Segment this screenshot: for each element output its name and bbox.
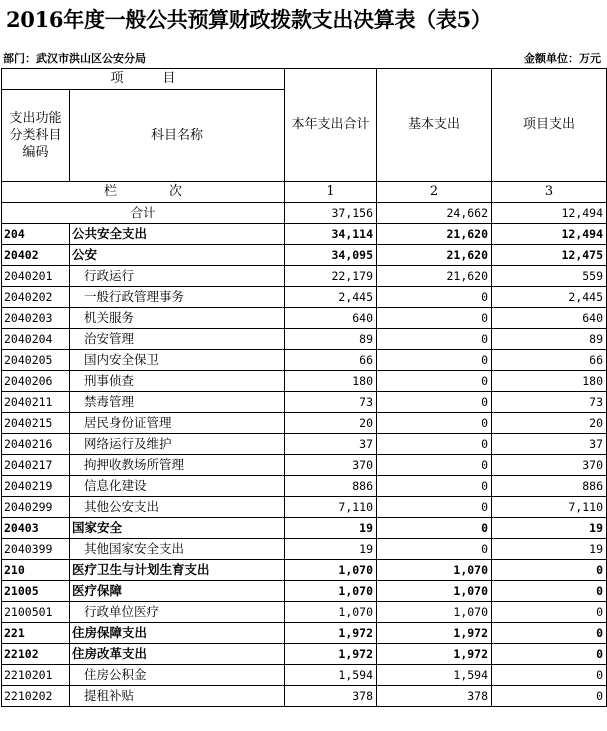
row-code: 2040201 — [2, 266, 70, 287]
row-name: 公共安全支出 — [70, 224, 285, 245]
row-total: 7,110 — [285, 497, 377, 518]
row-total: 378 — [285, 686, 377, 707]
row-basic: 21,620 — [377, 245, 492, 266]
row-name: 公安 — [70, 245, 285, 266]
row-basic: 0 — [377, 539, 492, 560]
header-col2: 2 — [377, 182, 492, 203]
header-total-col: 本年支出合计 — [285, 69, 377, 182]
row-total: 19 — [285, 518, 377, 539]
row-project: 19 — [492, 539, 607, 560]
row-code: 2040399 — [2, 539, 70, 560]
row-code: 2210201 — [2, 665, 70, 686]
table-row — [2, 392, 607, 413]
row-total: 886 — [285, 476, 377, 497]
row-total: 1,972 — [285, 644, 377, 665]
row-basic: 0 — [377, 392, 492, 413]
header-col1: 1 — [285, 182, 377, 203]
row-basic: 0 — [377, 476, 492, 497]
row-project: 640 — [492, 308, 607, 329]
table-row — [2, 434, 607, 455]
summary-label: 合计 — [2, 203, 285, 224]
row-name: 居民身份证管理 — [70, 413, 285, 434]
header-project-col: 项目支出 — [492, 69, 607, 182]
header-code-col: 支出功能分类科目编码 — [2, 90, 70, 182]
row-project: 19 — [492, 518, 607, 539]
row-basic: 1,972 — [377, 644, 492, 665]
table-row — [2, 476, 607, 497]
row-project: 20 — [492, 413, 607, 434]
row-name: 行政运行 — [70, 266, 285, 287]
row-name: 信息化建设 — [70, 476, 285, 497]
row-name: 医疗保障 — [70, 581, 285, 602]
summary-total: 37,156 — [285, 203, 377, 224]
row-project: 180 — [492, 371, 607, 392]
row-code: 2040215 — [2, 413, 70, 434]
row-code: 2040211 — [2, 392, 70, 413]
table-row — [2, 245, 607, 266]
row-code: 2040202 — [2, 287, 70, 308]
table-row — [2, 623, 607, 644]
table-row — [2, 371, 607, 392]
row-project: 559 — [492, 266, 607, 287]
row-name: 国家安全 — [70, 518, 285, 539]
row-basic: 0 — [377, 497, 492, 518]
row-basic: 21,620 — [377, 266, 492, 287]
row-code: 2040299 — [2, 497, 70, 518]
row-basic: 1,070 — [377, 602, 492, 623]
row-total: 20 — [285, 413, 377, 434]
table-row — [2, 665, 607, 686]
table-row — [2, 224, 607, 245]
summary-project: 12,494 — [492, 203, 607, 224]
table-row — [2, 413, 607, 434]
row-total: 2,445 — [285, 287, 377, 308]
row-code: 2040206 — [2, 371, 70, 392]
row-code: 22102 — [2, 644, 70, 665]
table-row — [2, 581, 607, 602]
expenditure-table — [1, 68, 607, 707]
table-row — [2, 287, 607, 308]
row-code: 2040219 — [2, 476, 70, 497]
row-total: 34,095 — [285, 245, 377, 266]
row-basic: 1,070 — [377, 560, 492, 581]
row-total: 73 — [285, 392, 377, 413]
row-name: 禁毒管理 — [70, 392, 285, 413]
row-total: 66 — [285, 350, 377, 371]
row-basic: 0 — [377, 518, 492, 539]
table-row — [2, 602, 607, 623]
header-item: 项 目 — [2, 69, 285, 90]
row-code: 210 — [2, 560, 70, 581]
row-code: 21005 — [2, 581, 70, 602]
row-basic: 0 — [377, 455, 492, 476]
row-code: 2100501 — [2, 602, 70, 623]
table-row — [2, 266, 607, 287]
table-row — [2, 539, 607, 560]
row-project: 12,494 — [492, 224, 607, 245]
row-basic: 1,594 — [377, 665, 492, 686]
row-name: 其他公安支出 — [70, 497, 285, 518]
row-code: 2040216 — [2, 434, 70, 455]
row-basic: 1,070 — [377, 581, 492, 602]
row-name: 住房改革支出 — [70, 644, 285, 665]
summary-row — [2, 203, 607, 224]
row-project: 7,110 — [492, 497, 607, 518]
row-total: 89 — [285, 329, 377, 350]
row-project: 73 — [492, 392, 607, 413]
row-project: 89 — [492, 329, 607, 350]
row-code: 2210202 — [2, 686, 70, 707]
row-project: 12,475 — [492, 245, 607, 266]
row-project: 0 — [492, 602, 607, 623]
row-total: 37 — [285, 434, 377, 455]
table-row — [2, 560, 607, 581]
table-row — [2, 518, 607, 539]
row-basic: 378 — [377, 686, 492, 707]
row-total: 19 — [285, 539, 377, 560]
row-name: 国内安全保卫 — [70, 350, 285, 371]
row-project: 0 — [492, 560, 607, 581]
row-name: 行政单位医疗 — [70, 602, 285, 623]
row-project: 370 — [492, 455, 607, 476]
row-name: 住房公积金 — [70, 665, 285, 686]
department-label: 部门：武汉市洪山区公安分局 — [3, 52, 146, 65]
row-total: 22,179 — [285, 266, 377, 287]
row-project: 37 — [492, 434, 607, 455]
row-name: 机关服务 — [70, 308, 285, 329]
row-name: 一般行政管理事务 — [70, 287, 285, 308]
row-total: 1,070 — [285, 581, 377, 602]
row-name: 医疗卫生与计划生育支出 — [70, 560, 285, 581]
unit-label: 金额单位：万元 — [524, 52, 601, 65]
row-project: 886 — [492, 476, 607, 497]
row-basic: 0 — [377, 371, 492, 392]
row-basic: 0 — [377, 434, 492, 455]
row-code: 20403 — [2, 518, 70, 539]
header-basic-col: 基本支出 — [377, 69, 492, 182]
row-name: 住房保障支出 — [70, 623, 285, 644]
table-row — [2, 350, 607, 371]
row-basic: 0 — [377, 308, 492, 329]
table-row — [2, 497, 607, 518]
row-name: 网络运行及维护 — [70, 434, 285, 455]
row-name: 提租补贴 — [70, 686, 285, 707]
row-project: 0 — [492, 581, 607, 602]
row-basic: 0 — [377, 413, 492, 434]
row-total: 370 — [285, 455, 377, 476]
row-code: 221 — [2, 623, 70, 644]
row-project: 0 — [492, 665, 607, 686]
row-basic: 21,620 — [377, 224, 492, 245]
row-project: 0 — [492, 623, 607, 644]
row-project: 2,445 — [492, 287, 607, 308]
row-name: 其他国家安全支出 — [70, 539, 285, 560]
table-row — [2, 308, 607, 329]
row-name: 拘押收教场所管理 — [70, 455, 285, 476]
page-title: 2016年度一般公共预算财政拨款支出决算表（表5） — [6, 7, 492, 32]
row-total: 1,070 — [285, 560, 377, 581]
row-basic: 0 — [377, 287, 492, 308]
header-col3: 3 — [492, 182, 607, 203]
header-name-col: 科目名称 — [70, 90, 285, 182]
row-project: 66 — [492, 350, 607, 371]
row-total: 34,114 — [285, 224, 377, 245]
row-project: 0 — [492, 686, 607, 707]
table-row — [2, 329, 607, 350]
table-row — [2, 455, 607, 476]
row-basic: 0 — [377, 329, 492, 350]
table-row — [2, 686, 607, 707]
row-name: 刑事侦查 — [70, 371, 285, 392]
row-basic: 1,972 — [377, 623, 492, 644]
row-code: 2040217 — [2, 455, 70, 476]
row-name: 治安管理 — [70, 329, 285, 350]
row-total: 1,070 — [285, 602, 377, 623]
row-code: 2040205 — [2, 350, 70, 371]
row-code: 20402 — [2, 245, 70, 266]
row-project: 0 — [492, 644, 607, 665]
row-code: 204 — [2, 224, 70, 245]
row-total: 1,594 — [285, 665, 377, 686]
row-code: 2040203 — [2, 308, 70, 329]
header-column-label: 栏 次 — [2, 182, 285, 203]
summary-basic: 24,662 — [377, 203, 492, 224]
row-basic: 0 — [377, 350, 492, 371]
table-row — [2, 644, 607, 665]
row-total: 180 — [285, 371, 377, 392]
row-code: 2040204 — [2, 329, 70, 350]
row-total: 1,972 — [285, 623, 377, 644]
row-total: 640 — [285, 308, 377, 329]
